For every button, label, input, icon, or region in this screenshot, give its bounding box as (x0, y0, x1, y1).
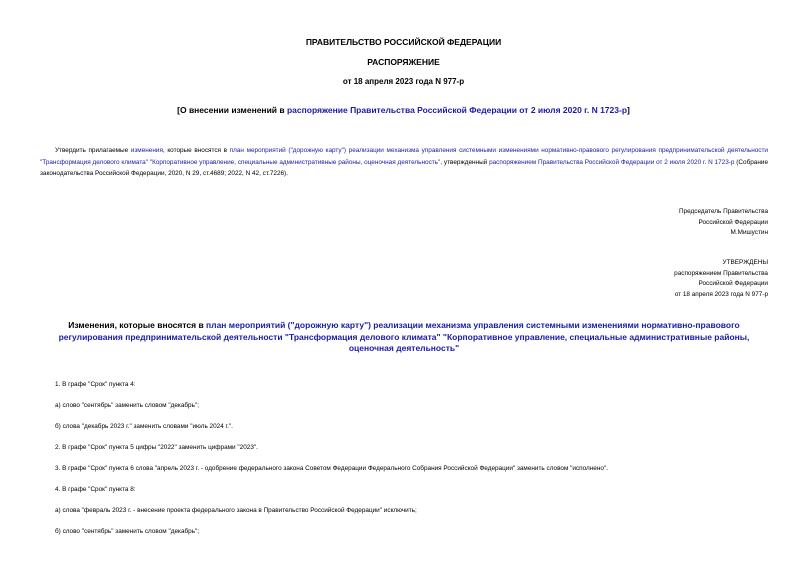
list-item: 4. В графе "Срок" пункта 8: (55, 486, 136, 493)
approval-line-4: от 18 апреля 2023 года N 977-р (674, 290, 768, 298)
government-heading: ПРАВИТЕЛЬСТВО РОССИЙСКОЙ ФЕДЕРАЦИИ (305, 37, 502, 47)
intro-link-order[interactable]: распоряжением Правительства Российской Федерации от 2 июля 2020 г. N 1723-р (489, 158, 735, 166)
intro-text-3: , утвержденный (440, 158, 490, 166)
intro-text-4: (Собрание законодательства Российской Федерации, 2020, N 29, ст.4689; 2022, N 42, ст.7226). (40, 158, 768, 177)
intro-link-plan[interactable]: план мероприятий ("дорожную карту") реализации механизма управления системными изменениями нормативно-правового регулирования предпринимательской деятельности "Трансформация делового климата" "Корпоративное управление, специальные административные районы, оценочная деятельность" (40, 147, 768, 166)
subject-prefix: [О внесении изменений в (177, 105, 287, 115)
list-item: 1. В графе "Срок" пункта 4: (55, 381, 136, 388)
list-item: б) слова "декабрь 2023 г." заменить словами "июль 2024 г.". (55, 423, 233, 430)
list-item: а) слова "февраль 2023 г. - внесение проекта федерального закона в Правительство Российской Федерации" исключить; (55, 507, 417, 514)
document-type-heading: РАСПОРЯЖЕНИЕ (367, 57, 440, 67)
changes-title-prefix: Изменения, которые вносятся в (68, 320, 207, 330)
intro-text-1: Утвердить прилагаемые (55, 147, 131, 154)
intro-link-changes[interactable]: изменения (130, 147, 163, 154)
signature-block (679, 207, 768, 239)
approval-line-1: УТВЕРЖДЕНЫ (722, 259, 768, 266)
approval-line-3: Российской Федерации (698, 280, 768, 287)
signature-line-3: М.Мишустин (730, 229, 768, 236)
approval-block (674, 258, 768, 300)
intro-text-2: , которые вносятся в (162, 147, 230, 154)
list-item: 3. В графе "Срок" пункта 6 слова "апрель 2023 г. - одобрение федерального закона Советом Федерации Федерального Собрания Российской Федерации" заменить словом "исполнено". (55, 465, 608, 472)
approval-line-2: распоряжением Правительства (674, 269, 768, 277)
list-item: 2. В графе "Срок" пункта 5 цифры "2022" заменить цифрами "2023". (55, 444, 258, 451)
document-subject (0, 105, 807, 115)
list-item: а) слово "сентябрь" заменить словом "декабрь"; (55, 402, 199, 409)
document-date-number: от 18 апреля 2023 года N 977-р (342, 77, 465, 86)
list-item: б) слово "сентябрь" заменить словом "декабрь"; (55, 528, 200, 535)
signature-line-1: Председатель Правительства (679, 208, 768, 215)
subject-suffix: ] (627, 105, 630, 115)
changes-title-link[interactable]: план мероприятий ("дорожную карту") реализации механизма управления системными изменениями нормативно-правового регулирования предпринимательской деятельности "Трансформация делового климата" "Корпоративное управление, специальные административные районы, оценочная деятельность" (58, 320, 750, 353)
changes-title (40, 320, 768, 355)
intro-paragraph (40, 145, 768, 180)
subject-link[interactable]: распоряжение Правительства Российской Федерации от 2 июля 2020 г. N 1723-р (286, 105, 628, 115)
signature-line-2: Российской Федерации (698, 218, 768, 226)
